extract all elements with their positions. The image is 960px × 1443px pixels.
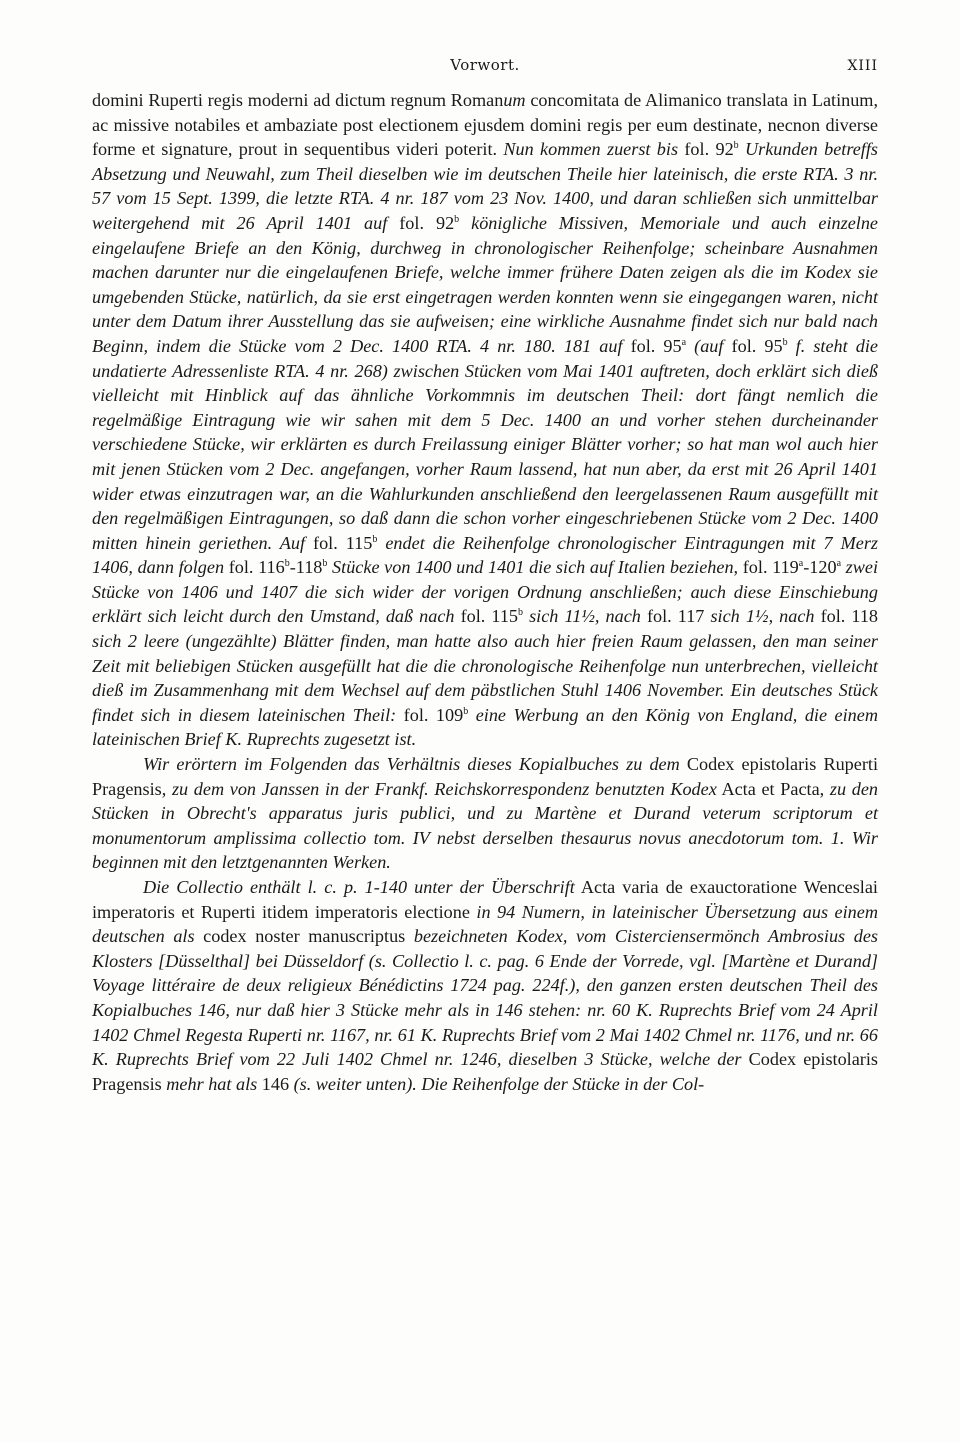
text-run: Acta varia de exauctoratione Wenceslai imperatoris et Ruperti itidem imperatoris electione: [92, 877, 878, 922]
text-run: königliche Missiven, Memoriale und auch einzelne eingelaufene Briefe an den König, durchweg in chronologischer Reihenfolge; scheinbare Ausnahmen machen darunter nur die eingelaufenen Briefe, welche immer frühere Daten zeigen als die im Kodex sie umgebenden Stücke, natürlich, da sie erst eingetragen werden konnten wenn sie eingegangen waren, nicht unter dem Datum ihrer Ausstellung das sie aufweisen; eine wirkliche Ausnahme findet sich nur bald nach Beginn, indem die Stücke vom 2 Dec. 1400 RTA. 4 nr. 180. 181 auf: [92, 212, 878, 356]
superscript: b: [372, 533, 378, 545]
text-run: (s. weiter unten). Die Reihenfolge der Stücke in der Col-: [293, 1073, 705, 1094]
text-run: codex noster manuscriptus: [194, 926, 414, 947]
text-run: fol. 109: [396, 704, 464, 725]
text-run: f. steht die undatierte Adressenliste RTA. 4 nr. 268) zwischen Stücken vom Mai 1401 auftreten, doch erklärt sich dieß vielleicht mit Hinblick auf das ähnliche Vorkommnis im deutschen Theil: dort fängt nemlich die regelmäßige Eintragung wie wir sahen mit dem 5 Dec. 1400 an und vorher stehen durcheinander verschiedene Stücke, wir erklärten es durch Freilassung einiger Blätter vorher; so hat man wol auch hier mit jenen Stücken vom 2 Dec. angefangen, vorher Raum lassend, hat nun aber, da erst mit 26 April 1401 wider etwas einzutragen war, an die Wahlurkunden anschließend den leergelassenen Raum ausgefüllt mit den regelmäßigen Eintragungen, so daß dann die schon vorher eingeschriebenen Stücke vom 2 Dec. 1400 mitten hinein geriethen. Auf: [92, 335, 878, 553]
superscript: b: [322, 558, 328, 570]
text-run: domini Ruperti regis moderni ad dictum regnum Roman: [92, 90, 504, 110]
superscript: b: [782, 336, 788, 348]
text-run: fol. 119: [738, 557, 799, 578]
page-number: XIII: [847, 58, 878, 74]
text-run: 146: [257, 1073, 294, 1094]
text-run: sich 2 leere (ungezählte) Blätter finden, man hatte also auch hier freien Raum gelassen, den man seiner Zeit mit beliebigen Stücken ausgefüllt hat die die chronologische Reihenfolge nun unterbrechen, vielleicht dieß im Zusammenhang mit dem Wechsel auf dem päbstlichen Stuhl 1406 November. Ein deutsches Stück findet sich in diesem lateinischen Theil:: [92, 631, 878, 725]
text-run: concomitata de Alimanico translata in Latinum, ac missive notabiles et ambaziate post electionem ejusdem domini regis per eum destinate, necnon diverse forme et signature, prout in sequentibus videri poterit.: [92, 90, 879, 160]
superscript: b: [463, 705, 469, 717]
running-title: Vorwort.: [450, 56, 520, 74]
text-run: fol. 92: [387, 212, 455, 233]
superscript: b: [454, 213, 460, 225]
superscript: b: [733, 140, 739, 152]
text-run: eine Werbung an den König von England, die einem lateinischen Brief K. Ruprechts zugesetzt ist.: [92, 704, 878, 750]
text-run: Wir erörtern im Folgenden das Verhältnis dieses Kopialbuches zu dem: [142, 754, 680, 775]
text-run: endet die Reihenfolge chronologischer Eintragungen mit 7 Merz 1406, dann folgen: [92, 532, 878, 578]
text-run: sich 11½, nach: [523, 606, 641, 627]
text-run: (auf: [686, 335, 724, 356]
text-run: Codex epistolaris Pragensis: [92, 1049, 878, 1094]
text-run: in 94 Numern, in lateinischer Übersetzung aus einem deutschen als: [92, 901, 878, 947]
superscript: a: [681, 336, 687, 348]
running-head: [92, 56, 878, 88]
paragraph: [92, 875, 878, 1096]
text-run: -120: [803, 557, 837, 578]
text-run: fol. 118: [814, 606, 879, 627]
text-run: fol. 116: [224, 557, 285, 578]
text-run: sich 1½, nach: [710, 606, 815, 627]
text-run: fol. 95: [622, 335, 682, 356]
superscript: b: [518, 607, 524, 619]
text-run: zwei Stücke von 1406 und 1407 die sich wider der vorigen Ordnung anschließen; auch diese Einschiebung erklärt sich leicht durch den Umstand, daß nach: [92, 557, 879, 627]
paragraph: [92, 88, 878, 752]
text-run: bezeichneten Kodex, vom Cisterciensermönch Ambrosius des Klosters [Düsselthal] bei Düsseldorf (s. Collectio l. c. pag. 6 Ende der Vorrede, vgl. [Martène et Durand] Voyage littéraire de deux religieux Bénédictins 1724 pag. 224f.), den ganzen ersten deutschen Theil des Kopialbuches 146, nur daß hier 3 Stücke mehr als in 146 stehen: nr. 60 K. Ruprechts Brief vom 24 April 1402 Chmel Regesta Ruperti nr. 1167, nr. 61 K. Ruprechts Brief vom 2 Mai 1402 Chmel nr. 1176, und nr. 66 K. Ruprechts Brief vom 22 Juli 1402 Chmel nr. 1246, dieselben 3 Stücke, welche der: [92, 926, 878, 1070]
text-run: fol. 95: [723, 335, 783, 356]
superscript: a: [836, 558, 842, 570]
text-run: Codex epistolaris Ruperti Pragensis,: [92, 754, 878, 799]
body-text: [92, 88, 878, 1096]
text-run: -118: [289, 557, 323, 578]
text-run: fol. 115: [305, 532, 373, 553]
text-run: fol. 117: [640, 606, 711, 627]
superscript: b: [284, 558, 290, 570]
text-run: Urkunden betreffs Absetzung und Neuwahl, zum Theil dieselben wie im deutschen Theile hier lateinisch, die erste RTA. 3 nr. 57 vom 15 Sept. 1399, die letzte RTA. 4 nr. 187 vom 23 Nov. 1400, und daran schließen sich unmittelbar weitergehend mit 26 April 1401 auf: [92, 139, 878, 233]
document-page: [92, 56, 878, 1096]
text-run: zu dem von Janssen in der Frankf. Reichskorrespondenz benutzten Kodex: [171, 778, 717, 799]
text-run: fol. 92: [678, 139, 734, 160]
text-run: zu den Stücken in Obrecht's apparatus juris publici, und zu Martène et Durand veterum scriptorum et monumentorum amplissima collectio tom. IV nebst derselben thesaurus novus anecdotorum tom. 1. Wir beginnen mit den letztgenannten Werken.: [92, 778, 878, 873]
text-run: Acta et Pacta,: [716, 778, 830, 799]
text-run: Stücke von 1400 und 1401 die sich auf Italien beziehen,: [327, 557, 739, 578]
text-run: fol. 115: [454, 606, 519, 627]
text-run: Nun kommen zuerst bis: [503, 139, 679, 160]
text-run: mehr hat als: [166, 1073, 258, 1094]
text-run: Die Collectio enthält l. c. p. 1-140 unter der Überschrift: [142, 877, 575, 897]
paragraph: [92, 752, 878, 875]
text-run: um: [503, 90, 526, 110]
superscript: a: [798, 558, 804, 570]
